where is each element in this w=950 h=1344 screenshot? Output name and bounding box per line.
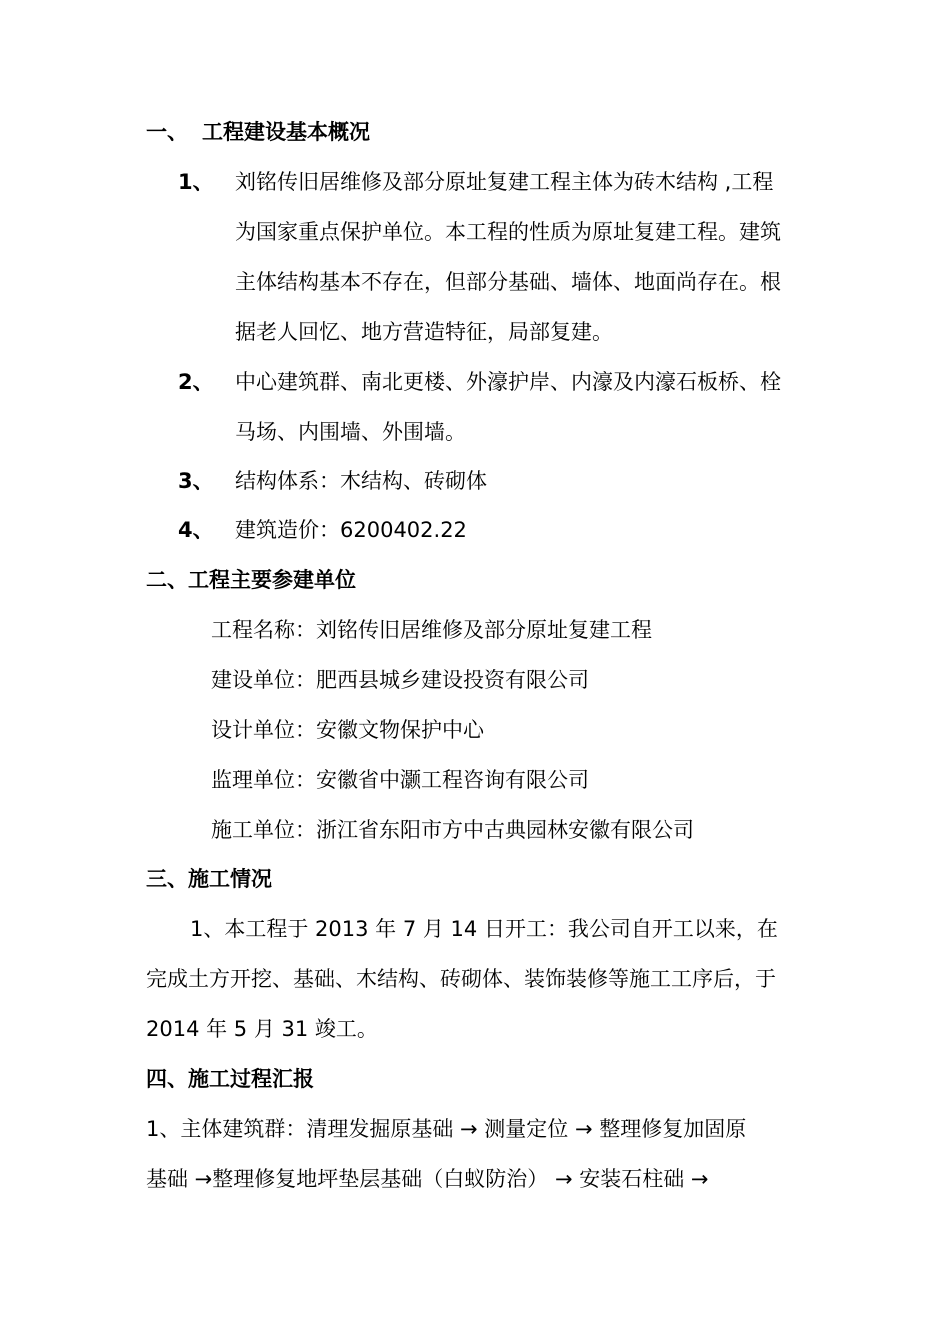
paragraph-line: 完成土方开挖、基础、木结构、砖砌体、装饰装修等施工工序后，于 [146, 967, 776, 991]
item-number: 1、 [178, 170, 214, 194]
section3-heading: 三、施工情况 [146, 867, 272, 891]
item-line: 刘铭传旧居维修及部分原址复建工程主体为砖木结构 ,工程 [235, 170, 774, 194]
unit-line: 施工单位：浙江省东阳市方中古典园林安徽有限公司 [211, 818, 694, 842]
item-line: 为国家重点保护单位。本工程的性质为原址复建工程。建筑 [235, 220, 781, 244]
item-number: 2、 [178, 370, 214, 394]
paragraph-line: 基础 →整理修复地坪垫层基础（白蚁防治） → 安装石柱础 → [146, 1167, 709, 1191]
section1-heading-number: 一、 [146, 120, 188, 144]
item-line: 据老人回忆、地方营造特征，局部复建。 [235, 320, 613, 344]
item-line: 马场、内围墙、外围墙。 [235, 420, 466, 444]
unit-line: 建设单位：肥西县城乡建设投资有限公司 [211, 668, 589, 692]
unit-line: 设计单位：安徽文物保护中心 [211, 718, 484, 742]
paragraph-line: 1、主体建筑群：清理发掘原基础 → 测量定位 → 整理修复加固原 [146, 1117, 747, 1141]
paragraph-line: 1、本工程于 2013 年 7 月 14 日开工：我公司自开工以来，在 [190, 917, 778, 941]
item-line: 中心建筑群、南北更楼、外濠护岸、内濠及内濠石板桥、栓 [235, 370, 781, 394]
item-number: 4、 [178, 518, 214, 542]
item-line: 结构体系：木结构、砖砌体 [235, 469, 487, 493]
unit-line: 监理单位：安徽省中灏工程咨询有限公司 [211, 768, 589, 792]
section2-heading: 二、工程主要参建单位 [146, 568, 356, 592]
item-line: 主体结构基本不存在，但部分基础、墙体、地面尚存在。根 [235, 270, 781, 294]
item-number: 3、 [178, 469, 214, 493]
section1-heading: 工程建设基本概况 [202, 120, 370, 144]
paragraph-line: 2014 年 5 月 31 竣工。 [146, 1017, 378, 1041]
unit-line: 工程名称：刘铭传旧居维修及部分原址复建工程 [211, 618, 652, 642]
section4-heading: 四、施工过程汇报 [146, 1067, 314, 1091]
item-line: 建筑造价：6200402.22 [235, 518, 467, 542]
